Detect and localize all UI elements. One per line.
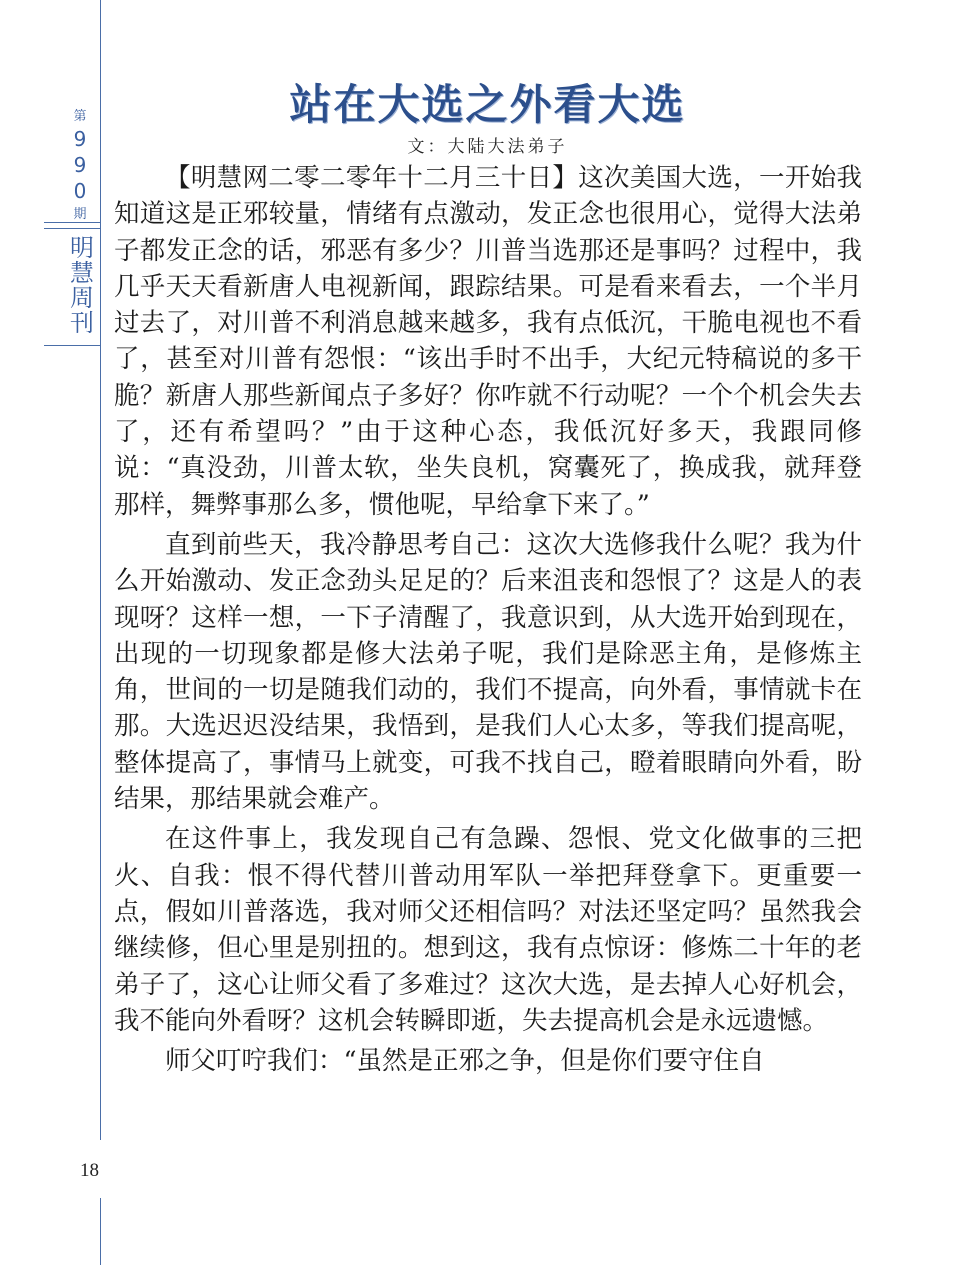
issue-digit: 9: [73, 127, 87, 151]
sidebar-divider: [44, 222, 101, 223]
article-paragraph: 师父叮咛我们：“虽然是正邪之争，但是你们要守住自: [165, 1046, 765, 1077]
article-paragraph: 直到前些天，我冷静思考自己：这次大选修我什么呢？我为什么开始激动、发正念劲头足足的？后来沮丧和怨恨了？这是人的表现呀？这样一想，一下子清醒了，我意识到，从大选开始到现在，出现的一切现象都是修大法弟子呢，我们是除恶主角，是修炼主角，世间的一切是随我们动的，我们不提高，向外看，事情就卡在那。大选迟迟没结果，我悟到，是我们人心太多，等我们提高呢，整体提高了，事情马上就变，可我不找自己，瞪着眼睛向外看，盼结果，那结果就会难产。: [114, 529, 862, 815]
magazine-name-char: 刊: [70, 309, 94, 337]
article-body: [114, 160, 862, 1083]
sidebar-divider: [44, 228, 101, 229]
sidebar-divider: [44, 345, 101, 346]
magazine-name: [64, 236, 100, 336]
magazine-name-char: 慧: [70, 259, 94, 287]
issue-label: [58, 108, 102, 224]
margin-rule-lower: [100, 1198, 101, 1265]
magazine-name-char: 周: [70, 284, 94, 312]
article-byline: 文：大陆大法弟子: [407, 137, 568, 157]
issue-digit: 9: [73, 153, 87, 177]
article-title: 站在大选之外看大选: [289, 80, 686, 129]
article-paragraph: 在这件事上，我发现自己有急躁、怨恨、党文化做事的三把火、自我：恨不得代替川普动用军队一举把拜登拿下。更重要一点，假如川普落选，我对师父还相信吗？对法还坚定吗？虽然我会继续修，但心里是别扭的。想到这，我有点惊讶：修炼二十年的老弟子了，这心让师父看了多难过？这次大选，是去掉人心好机会，我不能向外看呀？这机会转瞬即逝，失去提高机会是永远遗憾。: [114, 824, 862, 1036]
issue-digit: 0: [73, 179, 87, 203]
article-paragraph: 【明慧网二零二零年十二月三十日】这次美国大选，一开始我知道这是正邪较量，情绪有点激动，发正念也很用心，觉得大法弟子都发正念的话，邪恶有多少？川普当选那还是事吗？过程中，我几乎天天看新唐人电视新闻，跟踪结果。可是看来看去，一个半月过去了，对川普不利消息越来越多，我有点低沉，干脆电视也不看了，甚至对川普有怨恨：“该出手时不出手，大纪元特稿说的多干脆？新唐人那些新闻点子多好？你咋就不行动呢？一个个机会失去了，还有希望吗？”由于这种心态，我低沉好多天，我跟同修说：“真没劲，川普太软，坐失良机，窝囊死了，换成我，就拜登那样，舞弊事那么多，惯他呢，早给拿下来了。”: [114, 163, 862, 520]
page-number: 18: [80, 1160, 99, 1181]
issue-suffix: 期: [73, 207, 87, 222]
issue-prefix: 第: [73, 109, 87, 124]
magazine-name-char: 明: [70, 234, 94, 262]
